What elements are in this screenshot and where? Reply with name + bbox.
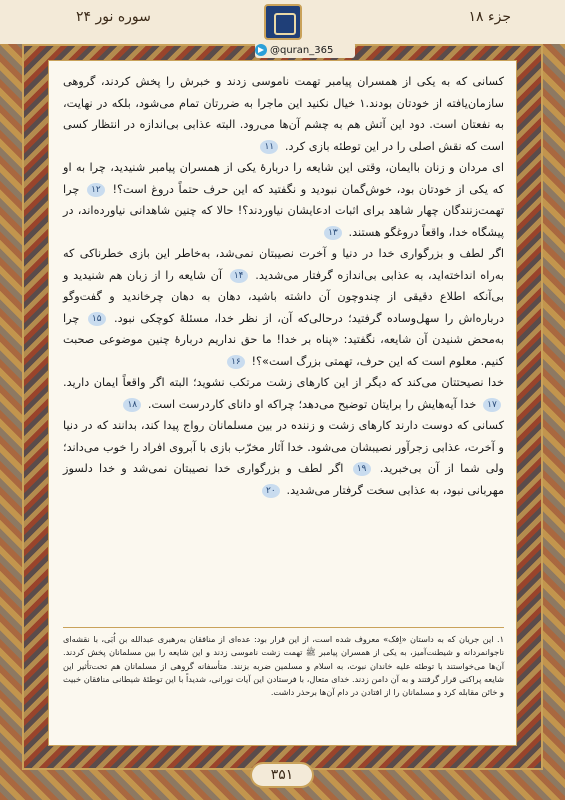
telegram-icon	[255, 44, 267, 56]
verse-number: ۱۴	[230, 269, 248, 283]
verse-number: ۱۱	[260, 140, 278, 154]
page-header	[0, 0, 565, 44]
paragraph: اگر لطف و بزرگواری خدا نصیبتان نمی‌شد و خدا دلسوز مهربانی نبود، به عذابی سخت گرفتار می‌شدید.	[63, 462, 504, 497]
page-content	[48, 60, 517, 746]
paragraph: ای مردان و زنان باایمان، وقتی این شایعه را دربارهٔ یکی از همسران پیامبر شنیدید، چرا به او که یکی از خودتان بود، خوش‌گمان نبودید و نگفتید که این حرف حتماً دروغ است؟!	[63, 161, 505, 196]
paragraph: آن شایعه را از زبان هم شنیدید و بی‌آنکه اطلاع دقیقی از چندوچون آن داشته باشید، دهان به دهان چرخاندید و گفت‌وگو درباره‌اش را سهل‌وساده گرفتید؛ درحالی‌که آن، از نظر خدا، مسئلهٔ کوچکی نبود.	[63, 268, 505, 325]
verse-number: ۱۵	[88, 312, 106, 326]
quran-logo-icon	[264, 4, 302, 40]
verse-number: ۱۸	[123, 398, 141, 412]
footnote: ۱. این جریان که به داستان «اِفک» معروف شده است، از این قرار بود: عده‌ای از منافقان به‌رهبری عبدالله بن اُبَی، با نقشه‌ای ناجوانمردانه و شیطنت‌آمیز، به یکی از همسران پیامبر ﷺ تهمت زشت ناموسی زدند و این شایعه را بین مسلمانان پخش کردند. آن‌ها می‌خواستند با توطئه علیه خاندان نبوت، به اسلام و مسلمین ضربه بزنند. متأسفانه گروهی از مسلمانان هم تحت‌تأثیر این شایعه پراکنی قرار گرفتند و به آن دامن زدند. خدای متعال، با فرستادن این آیات نورانی، شدیداً با این توطئهٔ شیطانی منافقان خبیث و خائن مقابله کرد و مسلمانان را از افتادن در دام آن‌ها برحذر داشت.	[63, 634, 504, 698]
paragraph: اگر لطف و بزرگواری خدا در دنیا و آخرت نصیبتان نمی‌شد، به‌خاطر این بازی خطرناکی که به‌راه انداخته‌اید، به عذابی بی‌اندازه گرفتار می‌شدید.	[63, 247, 505, 282]
verse-number: ۱۹	[353, 462, 371, 476]
verse-number: ۱۶	[227, 355, 245, 369]
paragraph: چرا به‌محض شنیدن آن شایعه، نگفتید: «پناه بر خدا! ما حق نداریم دربارهٔ چنین موضوعی صحبت کنیم. معلوم است که این حرف، تهمتی بزرگ است»؟!	[63, 311, 504, 368]
verse-number: ۱۲	[87, 183, 105, 197]
translation-text	[63, 71, 504, 501]
paragraph: کسانی که به یکی از همسران پیامبر تهمت ناموسی زدند و خبرش را پخش کردند، گروهی سازمان‌یافته از خودتان بودند.۱ خیال نکنید این ماجرا به ضررتان تمام می‌شود، بلکه در نهایت، به نفعتان است. دود این آتش هم به چشم آن‌ها می‌رود. البته عذابی بی‌اندازه در انتظار کسی است که نقش اصلی را در این توطئه بازی کرد.	[63, 75, 504, 153]
verse-number: ۱۷	[483, 398, 501, 412]
juz-label: جزء ۱۸	[468, 9, 511, 25]
paragraph: چرا تهمت‌زنندگان چهار شاهد برای اثبات ادعایشان نیاوردند؟! حالا که چنین شاهدانی نیاورده‌اند، در پیشگاه خدا، واقعاً دروغگو هستند.	[63, 182, 504, 239]
page-number: ۳۵۱	[250, 762, 314, 788]
footnote-divider	[63, 627, 504, 628]
verse-number: ۱۳	[324, 226, 342, 240]
surah-label: سوره نور ۲۴	[76, 9, 151, 25]
paragraph: خدا آیه‌هایش را برایتان توضیح می‌دهد؛ چراکه او دانای کاردرست است.	[147, 397, 477, 411]
channel-handle: @quran_365	[270, 44, 334, 56]
channel-tag[interactable]	[255, 42, 355, 58]
verse-number: ۲۰	[262, 484, 280, 498]
paragraph: خدا نصیحتتان می‌کند که دیگر از این کارهای زشت مرتکب نشوید؛ البته اگر واقعاً ایمان دارید.	[63, 376, 504, 389]
paragraph: کسانی که دوست دارند کارهای زشت و زننده در بین مسلمانان رواج پیدا کند، بدانند که در دنیا و آخرت، عذابی زجرآور نصیبشان می‌شود. خدا آثار مخرّب بازی با آبروی افراد را خوب می‌داند؛ ولی شما از آن بی‌خبرید.	[63, 419, 505, 475]
